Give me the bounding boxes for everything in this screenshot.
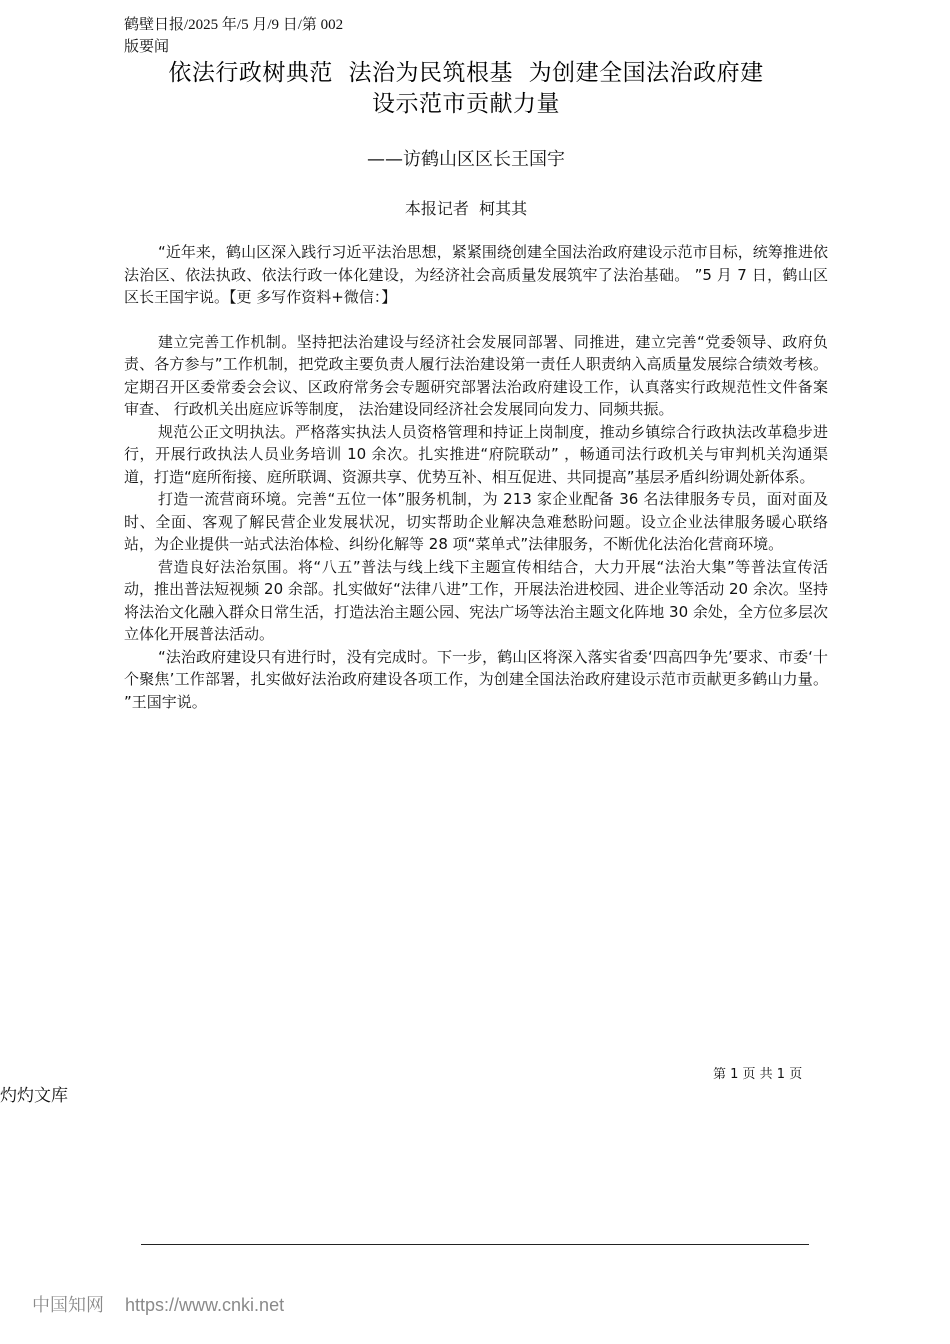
paragraph-closing-quote: “法治政府建设只有进行时，没有完成时。下一步，鹤山区将深入落实省委‘四高四争先’要求、市委‘十个聚焦’工作部署，扎实做好法治政府建设各项工作，为创建全国法治政府建设示范市贡献更多鹤山力量。 ”王国宇说。 (124, 647, 828, 711)
title-line-2: 设示范市贡献力量 (372, 91, 560, 117)
article-byline: 本报记者 柯其其 (404, 199, 528, 218)
article-subtitle: ——访鹤山区区长王国宇 (367, 149, 565, 170)
footer-divider (141, 1244, 809, 1245)
paragraph-law-enforcement: 规范公正文明执法。严格落实执法人员资格管理和持证上岗制度，推动乡镇综合行政执法改革稳步进行，开展行政执法人员业务培训 10 余次。扎实推进“府院联动” ，畅通司法行政机关与审判机关沟通渠道，打造“庭所衔接、庭所联调、资源共享、优势互补、相互促进、共同提高”基层矛盾纠纷调处新体系。 (124, 422, 828, 486)
footer-source (32, 1293, 284, 1317)
footer-brand: 中国知网 (32, 1295, 104, 1315)
footer-url-link[interactable]: https://www.cnki.net (125, 1295, 285, 1315)
article-title (110, 58, 822, 120)
watermark-text: 灼灼文库 (0, 1086, 68, 1106)
publication-line: 鹤壁日报/2025 年/5 月/9 日/第 002 (124, 17, 344, 33)
paragraph-intro: “近年来，鹤山区深入践行习近平法治思想，紧紧围绕创建全国法治政府建设示范市目标，统筹推进依法治区、依法执政、依法行政一体化建设，为经济社会高质量发展筑牢了法治基础。 ”5 月 7 日，鹤山区区长王国宇说。【更 多写作资料+微信：】 (124, 243, 828, 306)
section-line: 版要闻 (124, 39, 170, 55)
page-number: 第 1 页 共 1 页 (713, 1067, 803, 1082)
title-line-1: 依法行政树典范 法治为民筑根基 为创建全国法治政府建 (168, 60, 764, 86)
paragraph-work-mechanism: 建立完善工作机制。坚持把法治建设与经济社会发展同部署、同推进，建立完善“党委领导、政府负责、各方参与”工作机制，把党政主要负责人履行法治建设第一责任人职责纳入高质量发展综合绩效考核。定期召开区委常委会会议、区政府常务会专题研究部署法治政府建设工作，认真落实行政规范性文件备案审查、 行政机关出庭应诉等制度， 法治建设同经济社会发展同向发力、同频共振。 (124, 332, 828, 418)
paragraph-legal-atmosphere: 营造良好法治氛围。将“八五”普法与线上线下主题宣传相结合，大力开展“法治大集”等普法宣传活动，推出普法短视频 20 余部。扎实做好“法律八进”工作，开展法治进校园、进企业等活动 20 余次。坚持将法治文化融入群众日常生活，打造法治主题公园、宪法广场等法治主题文化阵地 30 余处，全方位多层次立体化开展普法活动。 (124, 557, 828, 643)
paragraph-business-environment: 打造一流营商环境。完善“五位一体”服务机制，为 213 家企业配备 36 名法律服务专员，面对面及时、全面、客观了解民营企业发展状况，切实帮助企业解决急难愁盼问题。设立企业法律服务暖心联络站，为企业提供一站式法治体检、纠纷化解等 28 项“菜单式”法律服务，不断优化法治化营商环境。 (124, 490, 828, 553)
article-body (124, 241, 828, 713)
publication-meta (124, 14, 384, 58)
